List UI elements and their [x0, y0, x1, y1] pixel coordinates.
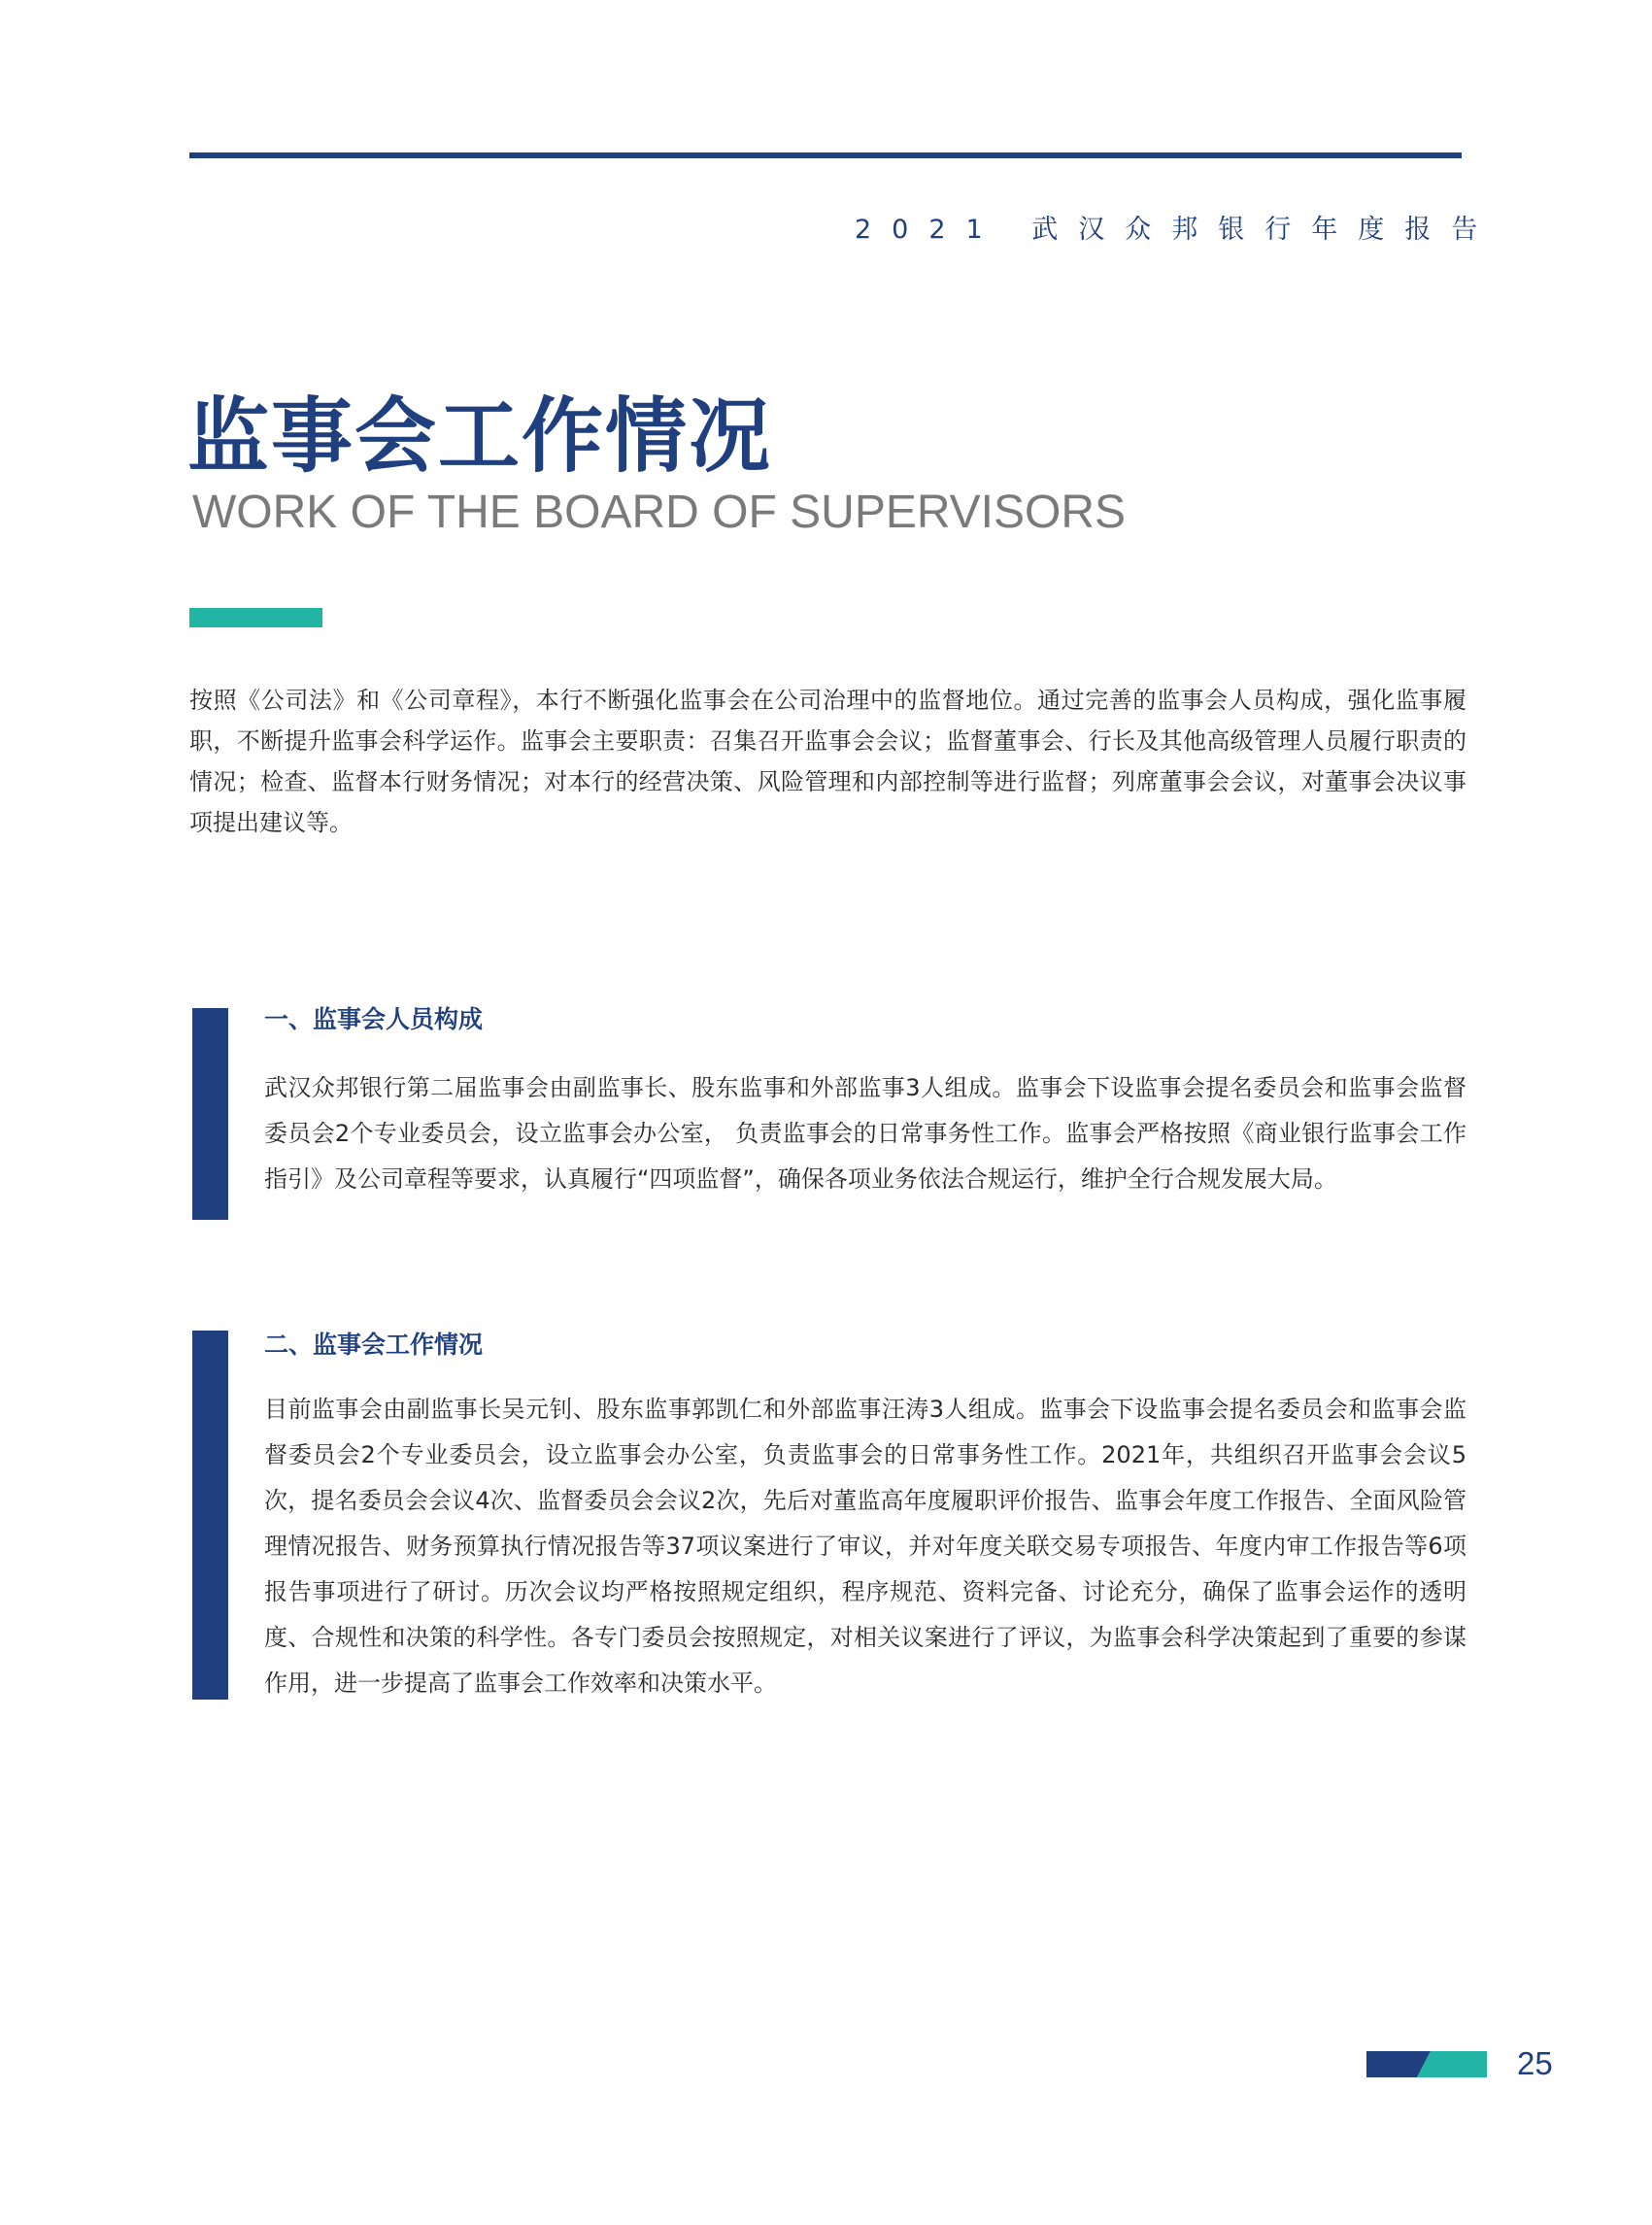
section-2-bar	[192, 1331, 228, 1700]
accent-bar	[189, 608, 322, 627]
section-2-body: 目前监事会由副监事长吴元钊、股东监事郭凯仁和外部监事汪涛3人组成。监事会下设监事会提名委员会和监事会监督委员会2个专业委员会，设立监事会办公室，负责监事会的日常事务性工作。2021年，共组织召开监事会会议5次，提名委员会会议4次、监督委员会会议2次，先后对董监高年度履职评价报告、监事会年度工作报告、全面风险管理情况报告、财务预算执行情况报告等37项议案进行了审议，并对年度关联交易专项报告、年度内审工作报告等6项报告事项进行了研讨。历次会议均严格按照规定组织，程序规范、资料完备、讨论充分，确保了监事会运作的透明度、合规性和决策的科学性。各专门委员会按照规定，对相关议案进行了评议，为监事会科学决策起到了重要的参谋作用，进一步提高了监事会工作效率和决策水平。	[264, 1396, 1467, 1697]
report-title: 2021 武汉众邦银行年度报告	[855, 215, 1499, 245]
page-title: 监事会工作情况	[187, 388, 773, 484]
header-rule	[189, 152, 1462, 158]
page-number: 25	[1517, 2045, 1553, 2081]
section-1-heading: 一、监事会人员构成	[264, 1005, 484, 1033]
section-1-bar	[192, 1008, 228, 1220]
section-1-body: 武汉众邦银行第二届监事会由副监事长、股东监事和外部监事3人组成。监事会下设监事会提名委员会和监事会监督委员会2个专业委员会，设立监事会办公室， 负责监事会的日常事务性工作。监事会严格按照《商业银行监事会工作指引》及公司章程等要求，认真履行“四项监督”，确保各项业务依法合规运行，维护全行合规发展大局。	[264, 1074, 1467, 1193]
page-subtitle: WORK OF THE BOARD OF SUPERVISORS	[192, 487, 1127, 538]
section-2-heading: 二、监事会工作情况	[264, 1331, 484, 1359]
footer-mark	[1366, 2051, 1487, 2077]
intro-paragraph: 按照《公司法》和《公司章程》，本行不断强化监事会在公司治理中的监督地位。通过完善的监事会人员构成，强化监事履职，不断提升监事会科学运作。监事会主要职责：召集召开监事会会议；监督董事会、行长及其他高级管理人员履行职责的情况；检查、监督本行财务情况；对本行的经营决策、风险管理和内部控制等进行监督；列席董事会会议，对董事会决议事项提出建议等。	[189, 687, 1467, 836]
